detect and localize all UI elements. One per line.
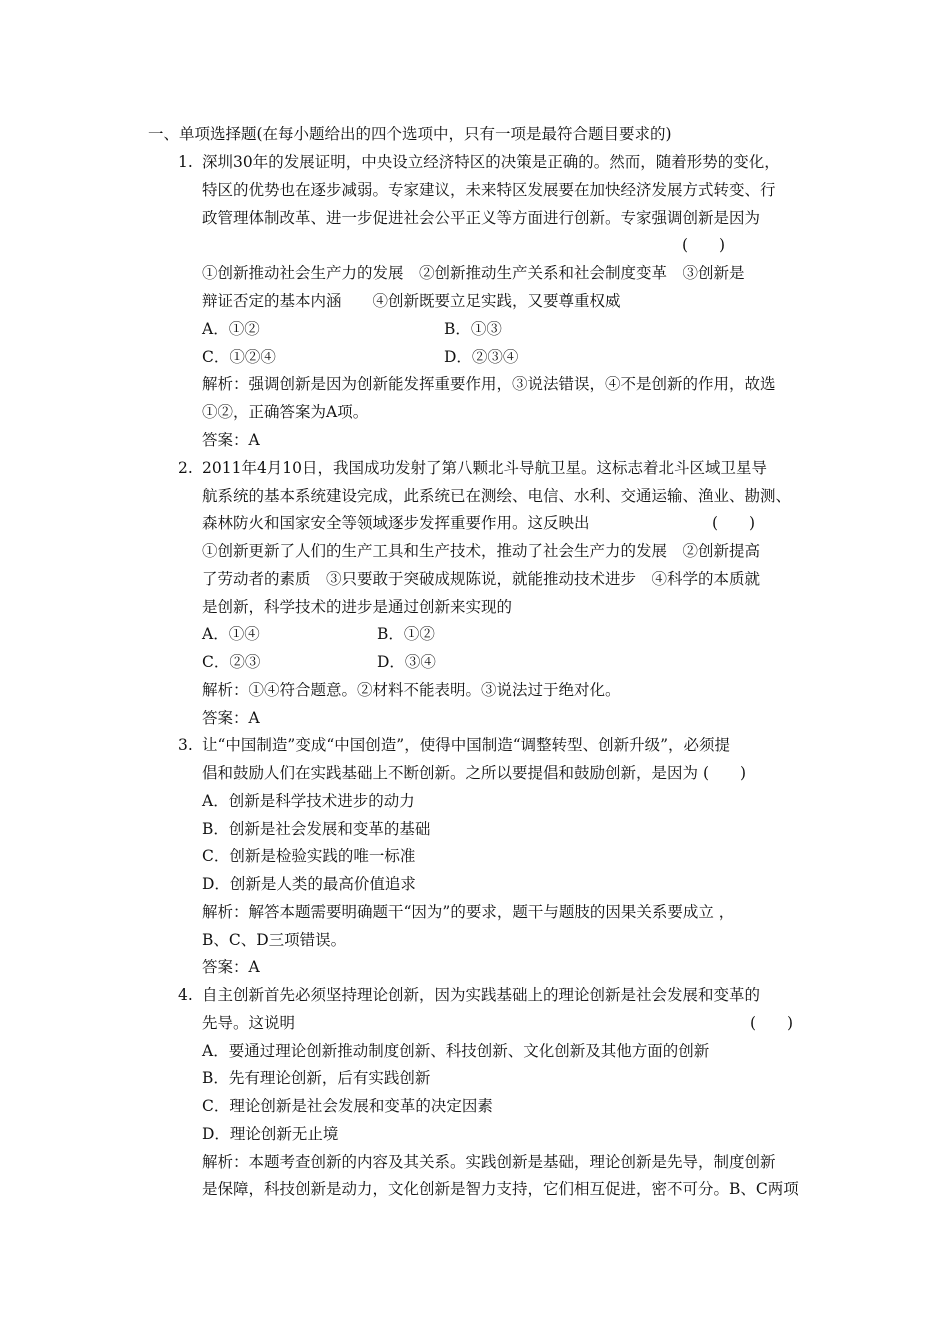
stem-text: 让“中国制造”变成“中国创造”，使得中国制造“调整转型、创新升级”，必须提 [202,736,731,754]
analysis-line-1: 解析：强调创新是因为创新能发挥重要作用，③说法错误，④不是创新的作用，故选 [202,375,776,393]
option-a: A．①② [202,320,260,338]
question-2-stem-line-2: 航系统的基本系统建设完成，此系统已在测绘、电信、水利、交通运输、渔业、勘测、 [202,487,792,505]
option-d: D．创新是人类的最高价值追求 [202,875,416,893]
stem-text: 深圳30年的发展证明，中央设立经济特区的决策是正确的。然而，随着形势的变化， [202,153,780,171]
question-1-item-line-1: ①创新推动社会生产力的发展 ②创新推动生产关系和社会制度变革 ③创新是 [202,264,745,282]
answer: 答案：A [202,431,260,449]
option-c: C．创新是检验实践的唯一标准 [202,847,416,865]
analysis-line-1: 解析：解答本题需要明确题干“因为”的要求，题干与题肢的因果关系要成立 ， [202,903,735,921]
analysis-line-1: 解析：本题考查创新的内容及其关系。实践创新是基础，理论创新是先导，制度创新 [202,1153,776,1171]
question-1-stem-line-3: 政管理体制改革、进一步促进社会公平正义等方面进行创新。专家强调创新是因为 [202,209,761,227]
question-1-item-line-2: 辩证否定的基本内涵 ④创新既要立足实践，又要尊重权威 [202,292,621,310]
question-number: 2. [178,459,193,477]
question-2-stem-line-3: 森林防火和国家安全等领域逐步发挥重要作用。这反映出 [202,514,590,532]
answer-blank: ( ) [712,514,756,532]
option-b: B．①③ [444,320,502,338]
option-d: D．③④ [377,653,436,671]
analysis-line-2: B、C、D三项错误。 [202,931,347,949]
question-3-stem-line-2 [202,759,746,787]
answer-blank: ( ) [702,764,747,782]
option-d: D．理论创新无止境 [202,1125,339,1143]
analysis-line-2: ①②，正确答案为A项。 [202,403,369,421]
question-2-item-line-1: ①创新更新了人们的生产工具和生产技术，推动了社会生产力的发展 ②创新提高 [202,542,761,560]
answer-blank: ( ) [750,1014,794,1032]
section-title: 一、单项选择题(在每小题给出的四个选项中，只有一项是最符合题目要求的) [148,125,672,143]
option-a: A．①④ [202,625,260,643]
answer-blank: ( ) [682,236,726,254]
option-c: C．①②④ [202,348,276,366]
question-2-stem-line-1 [178,454,767,482]
question-2-item-line-2: 了劳动者的素质 ③只要敢于突破成规陈说，就能推动技术进步 ④科学的本质就 [202,570,761,588]
answer: 答案：A [202,709,260,727]
stem-text: 2011年4月10日，我国成功发射了第八颗北斗导航卫星。这标志着北斗区域卫星导 [202,459,768,477]
question-1-stem-line-2: 特区的优势也在逐步减弱。专家建议，未来特区发展要在加快经济发展方式转变、行 [202,181,776,199]
question-number: 4. [178,986,193,1004]
question-number: 3. [178,736,193,754]
question-1-stem-line-1 [178,148,780,176]
question-number: 1. [178,153,193,171]
option-b: B．先有理论创新，后有实践创新 [202,1069,431,1087]
question-4-stem-line-2: 先导。这说明 [202,1014,296,1032]
stem-text: 倡和鼓励人们在实践基础上不断创新。之所以要提倡和鼓励创新，是因为 [202,764,699,782]
stem-text: 自主创新首先必须坚持理论创新，因为实践基础上的理论创新是社会发展和变革的 [202,986,761,1004]
option-c: C．理论创新是社会发展和变革的决定因素 [202,1097,493,1115]
option-d: D．②③④ [444,348,519,366]
option-b: B．创新是社会发展和变革的基础 [202,820,431,838]
analysis-line-2: 是保障，科技创新是动力，文化创新是智力支持，它们相互促进，密不可分。B、C两项 [202,1180,799,1198]
question-4-stem-line-1 [178,981,760,1009]
option-b: B．①② [377,625,435,643]
analysis-line-1: 解析：①④符合题意。②材料不能表明。③说法过于绝对化。 [202,681,621,699]
option-a: A．要通过理论创新推动制度创新、科技创新、文化创新及其他方面的创新 [202,1042,710,1060]
question-2-item-line-3: 是创新，科学技术的进步是通过创新来实现的 [202,598,513,616]
answer: 答案：A [202,958,260,976]
option-a: A．创新是科学技术进步的动力 [202,792,415,810]
option-c: C．②③ [202,653,261,671]
question-3-stem-line-1 [178,731,730,759]
